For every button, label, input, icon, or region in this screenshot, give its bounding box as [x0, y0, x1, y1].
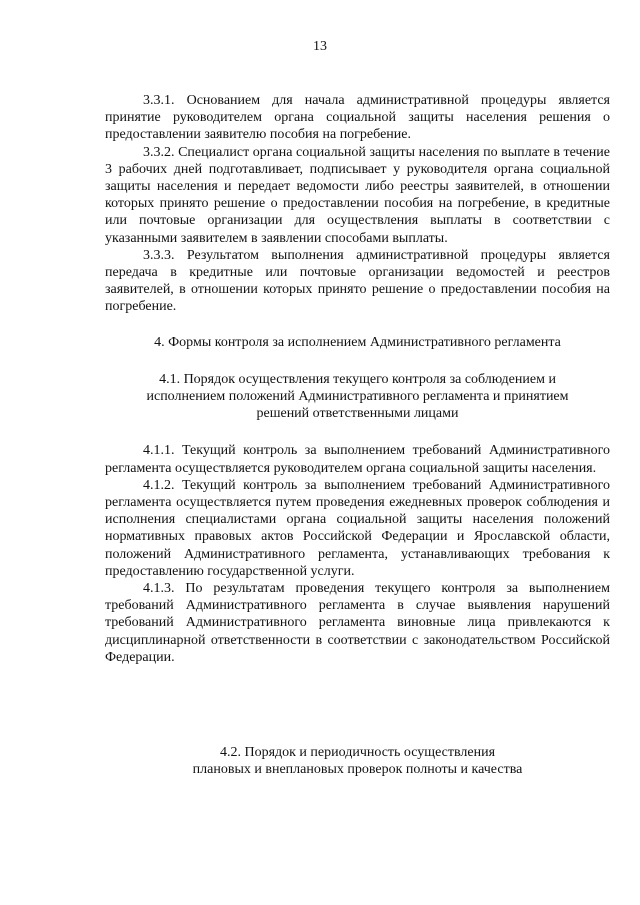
heading-line: 4.2. Порядок и периодичность осуществления: [219, 745, 496, 761]
page-number: 13: [313, 39, 327, 54]
paragraph-3-3-2: 3.3.2. Специалист органа социальной защиты населения по выплате в течение 3 рабочих дней подготавливает, подписывает у руководителя органа социальной защиты населения и передает ведомости либо реестры заявителей, в отношении которых принято решение о предоставлении пособия на погребение, в кредитные или почтовые организации для осуществления выплаты в соответствии с указанными заявителем в заявлении способами выплаты.: [105, 144, 610, 246]
heading-line: решений ответственными лицами: [256, 406, 459, 422]
paragraph-4-1-2: 4.1.2. Текущий контроль за выполнением требований Административного регламента осуществляется путем проведения ежедневных проверок соблюдения и исполнения специалистами органа социальной защиты населения положений нормативных правовых актов Российской Федерации и Ярославской области, положений Административного регламента, устанавливающих требования к предоставлению государственной услуги.: [105, 477, 610, 579]
heading-line: исполнением положений Административного регламента и принятием: [146, 389, 569, 405]
heading-line: 4.1. Порядок осуществления текущего контроля за соблюдением и: [159, 371, 556, 387]
paragraph-3-3-1: 3.3.1. Основанием для начала административной процедуры является принятие руководителем органа социальной защиты населения решения о предоставлении заявителю пособия на погребение.: [105, 93, 610, 143]
spacer: [105, 351, 610, 371]
spacer: [105, 316, 610, 334]
section-4-heading: 4. Формы контроля за исполнением Административного регламента: [154, 334, 561, 350]
subsection-4-2-heading: [105, 744, 610, 778]
paragraph-4-1-3: 4.1.3. По результатам проведения текущего контроля за выполнением требований Административного регламента в случае выявления нарушений требований Административного регламента виновные лица привлекаются к дисциплинарной ответственности в соответствии с законодательством Российской Федерации.: [105, 581, 610, 665]
paragraph-4-1-1: 4.1.1. Текущий контроль за выполнением требований Административного регламента осуществляется руководителем органа социальной защиты населения.: [105, 443, 610, 476]
spacer: [105, 666, 610, 744]
subsection-4-1-heading: [105, 371, 610, 423]
heading-line: плановых и внеплановых проверок полноты и качества: [192, 762, 523, 778]
paragraph-3-3-3: 3.3.3. Результатом выполнения административной процедуры является передача в кредитные или почтовые организации ведомостей и реестров заявителей, в отношении которых принято решение о предоставлении пособия на погребение.: [105, 247, 610, 315]
spacer: [105, 422, 610, 442]
document-body: [105, 92, 610, 779]
